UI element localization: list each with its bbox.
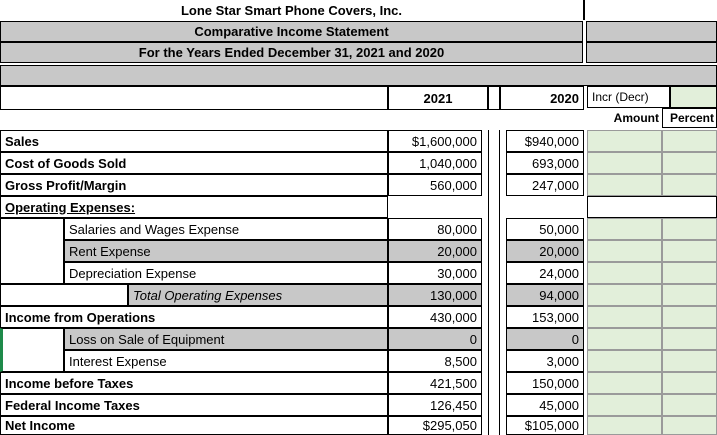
interest-percent-input[interactable] [662, 350, 717, 372]
sales-amount-input[interactable] [587, 130, 662, 152]
header-grey-cell [586, 21, 717, 42]
rent-2020: 20,000 [506, 240, 584, 262]
loss-sale-2021: 0 [388, 328, 482, 350]
gross-profit-2020: 247,000 [506, 174, 584, 196]
income-before-taxes-2020: 150,000 [506, 372, 584, 394]
opex-blank [587, 196, 717, 218]
incr-header-blank [670, 86, 717, 108]
row-label-depreciation: Depreciation Expense [64, 262, 388, 284]
income-operations-2020: 153,000 [506, 306, 584, 328]
federal-taxes-percent-input[interactable] [662, 394, 717, 416]
period-title: For the Years Ended December 31, 2021 and 2020 [0, 42, 583, 63]
separator-band [0, 65, 717, 86]
net-income-2020: $105,000 [506, 416, 584, 435]
rent-percent-input[interactable] [662, 240, 717, 262]
spacer-column-body [488, 130, 500, 435]
col-2021-header: 2021 [388, 86, 488, 110]
loss-sale-2020: 0 [506, 328, 584, 350]
federal-taxes-2020: 45,000 [506, 394, 584, 416]
loss-sale-amount-input[interactable] [587, 328, 662, 350]
total-opex-amount-input[interactable] [587, 284, 662, 306]
total-opex-2020: 94,000 [506, 284, 584, 306]
net-income-amount-input[interactable] [587, 416, 662, 435]
depreciation-2021: 30,000 [388, 262, 482, 284]
gross-profit-percent-input[interactable] [662, 174, 717, 196]
gross-profit-amount-input[interactable] [587, 174, 662, 196]
amount-header: Amount [613, 111, 659, 125]
row-label-income-before-taxes: Income before Taxes [0, 372, 388, 394]
row-label-sales: Sales [0, 130, 388, 152]
sales-percent-input[interactable] [662, 130, 717, 152]
interest-2020: 3,000 [506, 350, 584, 372]
row-label-income-operations: Income from Operations [0, 306, 388, 328]
loss-sale-percent-input[interactable] [662, 328, 717, 350]
row-label-loss-sale: Loss on Sale of Equipment [64, 328, 388, 350]
salaries-2020: 50,000 [506, 218, 584, 240]
row-label-gross-profit: Gross Profit/Margin [0, 174, 388, 196]
total-opex-2021: 130,000 [388, 284, 482, 306]
cogs-2020: 693,000 [506, 152, 584, 174]
header-blank-cell [583, 0, 585, 20]
sales-2021: $1,600,000 [388, 130, 482, 152]
row-label-total-opex: Total Operating Expenses [128, 284, 388, 306]
cogs-percent-input[interactable] [662, 152, 717, 174]
income-before-taxes-percent-input[interactable] [662, 372, 717, 394]
depreciation-percent-input[interactable] [662, 262, 717, 284]
spacer-column [488, 86, 500, 110]
row-label-rent: Rent Expense [64, 240, 388, 262]
sales-2020: $940,000 [506, 130, 584, 152]
income-operations-percent-input[interactable] [662, 306, 717, 328]
interest-2021: 8,500 [388, 350, 482, 372]
income-before-taxes-2021: 421,500 [388, 372, 482, 394]
federal-taxes-2021: 126,450 [388, 394, 482, 416]
total-opex-indent [0, 284, 128, 306]
net-income-percent-input[interactable] [662, 416, 717, 435]
row-label-salaries: Salaries and Wages Expense [64, 218, 388, 240]
income-operations-amount-input[interactable] [587, 306, 662, 328]
row-label-cogs: Cost of Goods Sold [0, 152, 388, 174]
salaries-percent-input[interactable] [662, 218, 717, 240]
cogs-2021: 1,040,000 [388, 152, 482, 174]
row-label-operating-expenses: Operating Expenses: [0, 196, 388, 218]
total-opex-percent-input[interactable] [662, 284, 717, 306]
cogs-amount-input[interactable] [587, 152, 662, 174]
company-name: Lone Star Smart Phone Covers, Inc. [180, 2, 403, 18]
interest-amount-input[interactable] [587, 350, 662, 372]
net-income-2021: $295,050 [388, 416, 482, 435]
row-label-federal-taxes: Federal Income Taxes [0, 394, 388, 416]
statement-title: Comparative Income Statement [0, 21, 583, 42]
salaries-2021: 80,000 [388, 218, 482, 240]
percent-header: Percent [662, 108, 717, 128]
salaries-amount-input[interactable] [587, 218, 662, 240]
row-label-net-income: Net Income [0, 416, 388, 435]
rent-2021: 20,000 [388, 240, 482, 262]
label-header-cell [0, 86, 388, 110]
depreciation-amount-input[interactable] [587, 262, 662, 284]
header-grey-cell [586, 42, 717, 63]
rent-amount-input[interactable] [587, 240, 662, 262]
col-2020-header: 2020 [500, 86, 584, 110]
depreciation-2020: 24,000 [506, 262, 584, 284]
income-before-taxes-amount-input[interactable] [587, 372, 662, 394]
indent-frame [0, 218, 64, 284]
incr-decr-header: Incr (Decr) [587, 86, 670, 108]
federal-taxes-amount-input[interactable] [587, 394, 662, 416]
indent-frame-2 [0, 328, 64, 372]
row-label-interest: Interest Expense [64, 350, 388, 372]
income-operations-2021: 430,000 [388, 306, 482, 328]
gross-profit-2021: 560,000 [388, 174, 482, 196]
